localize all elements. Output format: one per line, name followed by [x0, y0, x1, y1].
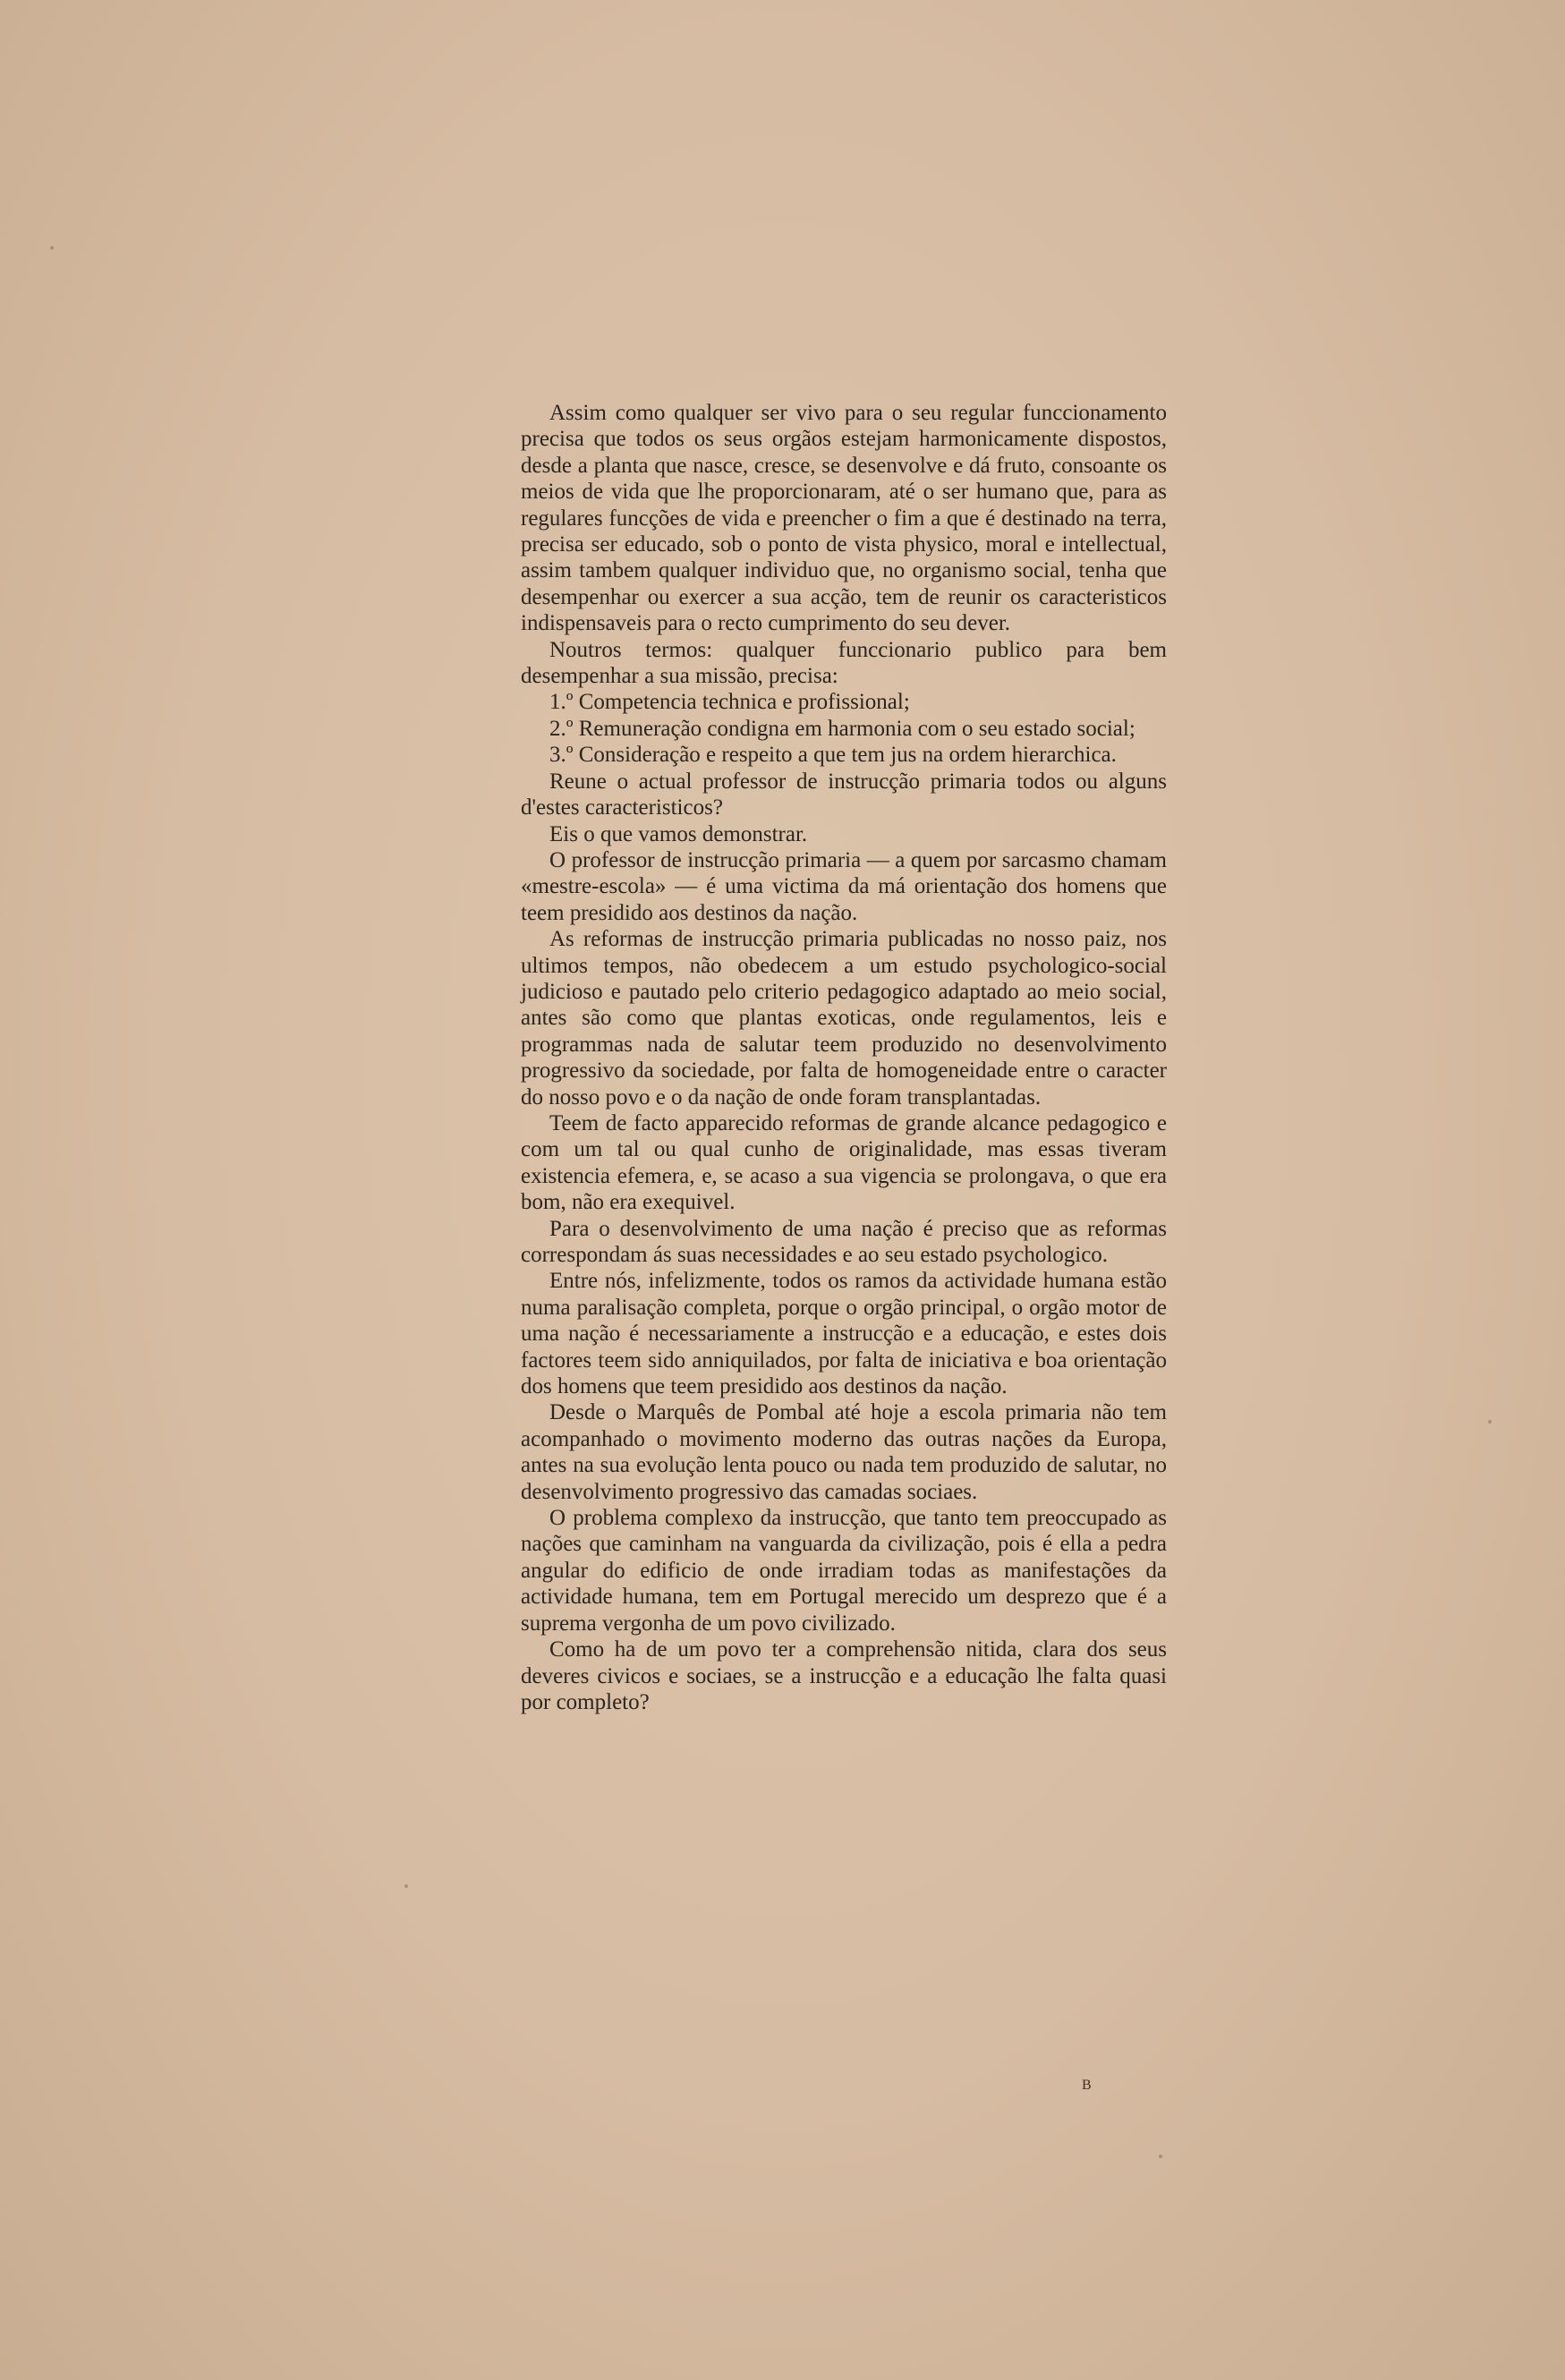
paragraph: O professor de instrucção primaria — a quem por sarcasmo chamam «mestre-escola» — é uma victima da má orientação dos homens que teem presidido aos destinos da nação.	[521, 847, 1167, 925]
list-item: 2.º Remuneração condigna em harmonia com o seu estado social;	[549, 716, 1135, 741]
paper-speck	[404, 1884, 408, 1888]
paragraph: Para o desenvolvimento de uma nação é preciso que as reformas correspondam ás suas necessidades e ao seu estado psychologico.	[521, 1216, 1167, 1267]
signature-mark: B	[1082, 2078, 1093, 2093]
paragraph: Reune o actual professor de instrucção primaria todos ou alguns d'estes caracteristicos?	[521, 769, 1167, 820]
paragraph: Assim como qualquer ser vivo para o seu regular funccionamento precisa que todos os seus orgãos estejam harmonicamente dispostos, desde a planta que nasce, cresce, se desenvolve e dá fruto, consoante os meios de vida que lhe proporcionaram, até o ser humano que, para as regulares funcções de vida e preencher o fim a que é destinado na terra, precisa ser educado, sob o ponto de vista physico, moral e intellectual, assim tambem qualquer individuo que, no organismo social, tenha que desempenhar ou exercer a sua acção, tem de reunir os caracteristicos indispensaveis para o recto cumprimento do seu dever.	[521, 401, 1167, 636]
paragraph: Teem de facto apparecido reformas de grande alcance pedagogico e com um tal ou qual cunho de originalidade, mas essas tiveram existencia efemera, e, se acaso a sua vigencia se prolongava, o que era bom, não era exequivel.	[521, 1110, 1167, 1215]
body-text	[521, 400, 1167, 1715]
paragraph: As reformas de instrucção primaria publicadas no nosso paiz, nos ultimos tempos, não obedecem a um estudo psychologico-social judicioso e pautado pelo criterio pedagogico adaptado ao meio social, antes são como que plantas exoticas, onde regulamentos, leis e programmas nada de salutar teem produzido no desenvolvimento progressivo da sociedade, por falta de homogeneidade entre o caracter do nosso povo e o da nação de onde foram transplantadas.	[521, 927, 1167, 1109]
paragraph: Desde o Marquês de Pombal até hoje a escola primaria não tem acompanhado o movimento moderno das outras nações da Europa, antes na sua evolução lenta pouco ou nada tem produzido de salutar, no desenvolvimento progressivo das camadas sociaes.	[521, 1400, 1167, 1504]
paragraph: O problema complexo da instrucção, que tanto tem preoccupado as nações que caminham na vanguarda da civilização, pois é ella a pedra angular do edificio de onde irradiam todas as manifestações da actividade humana, tem em Portugal merecido um desprezo que é a suprema vergonha de um povo civilizado.	[521, 1506, 1167, 1636]
list-item: 3.º Consideração e respeito a que tem jus na ordem hierarchica.	[549, 743, 1117, 768]
list-item: 1.º Competencia technica e profissional;	[549, 690, 910, 715]
paper-speck	[50, 246, 54, 250]
paragraph: Eis o que vamos demonstrar.	[549, 821, 808, 846]
paragraph: Entre nós, infelizmente, todos os ramos da actividade humana estão numa paralisação completa, porque o orgão principal, o orgão motor de uma nação é necessariamente a instrucção e a educação, e estes dois factores teem sido anniquilados, por falta de iniciativa e boa orientação dos homens que teem presidido aos destinos da nação.	[521, 1269, 1167, 1399]
paragraph: Como ha de um povo ter a comprehensão nitida, clara dos seus deveres civicos e sociaes, se a instrucção e a educação lhe falta quasi por completo?	[521, 1637, 1167, 1714]
paper-speck	[1159, 2155, 1162, 2158]
paper-speck	[1488, 1420, 1492, 1424]
paragraph: Noutros termos: qualquer funccionario publico para bem desempenhar a sua missão, precisa:	[521, 637, 1167, 689]
